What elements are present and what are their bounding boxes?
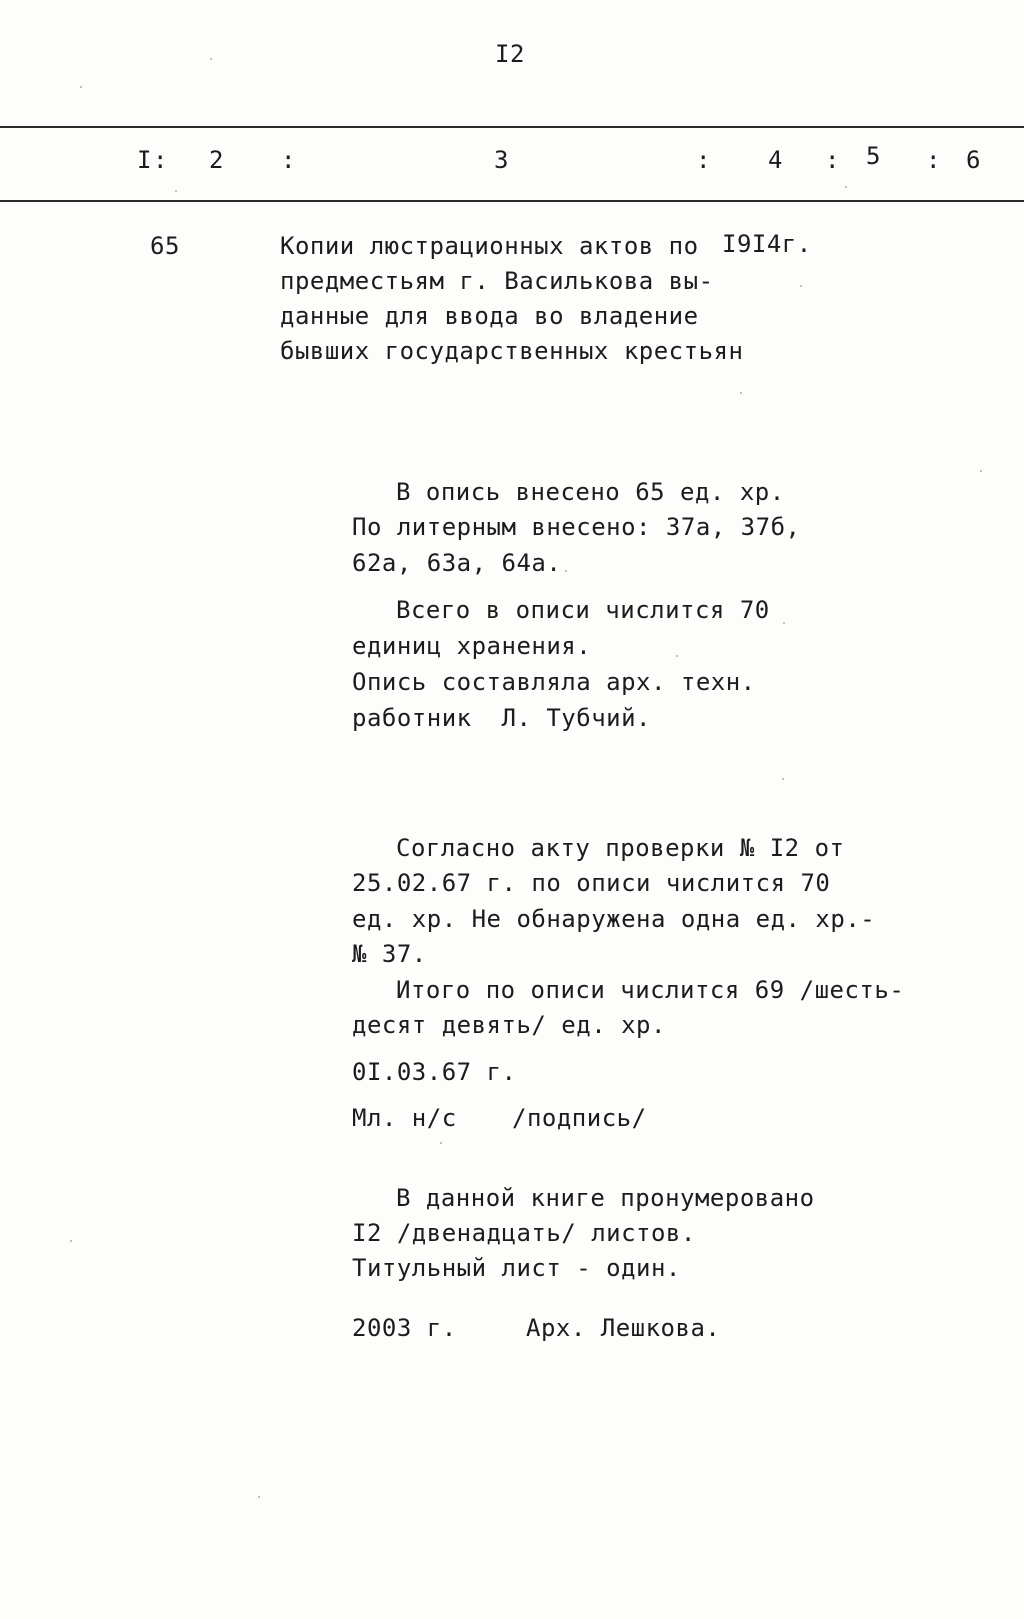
summary-line: 62а, 63а, 64а.: [352, 549, 562, 577]
signature-placeholder: /подпись/: [512, 1104, 647, 1132]
entry-number: 65: [150, 232, 180, 260]
column-5-label: 5: [866, 142, 881, 170]
scan-speck: [258, 1496, 260, 1498]
archivist-name: Арх. Лешкова.: [526, 1314, 721, 1342]
verification-line: ед. хр. Не обнаружена одна ед. хр.-: [352, 905, 876, 933]
column-2-label: 2: [209, 146, 224, 174]
verification-date: 0I.03.67 г.: [352, 1058, 517, 1086]
summary-line: По литерным внесено: 37а, 37б,: [352, 513, 801, 541]
column-6-label: 6: [966, 146, 981, 174]
scan-speck: [800, 285, 802, 287]
scan-speck: [440, 1142, 442, 1144]
scan-speck: [210, 58, 212, 60]
column-separator: :: [153, 146, 168, 174]
certification-line: В данной книге пронумеровано: [396, 1184, 815, 1212]
entry-title-line: предместьям г. Василькова вы-: [280, 267, 714, 295]
summary-line: Всего в описи числится 70: [396, 596, 770, 624]
scan-speck: [740, 392, 742, 394]
entry-title-line: бывших государственных крестьян: [280, 337, 744, 365]
scan-speck: [565, 570, 567, 572]
verification-line: Итого по описи числится 69 /шесть-: [396, 976, 905, 1004]
scan-speck: [70, 1240, 72, 1242]
entry-title-line: данные для ввода во владение: [280, 302, 699, 330]
page-number: I2: [495, 40, 525, 68]
summary-line: работник Л. Тубчий.: [352, 704, 651, 732]
header-top-rule: [0, 126, 1024, 128]
scan-speck: [782, 778, 784, 780]
certification-year: 2003 г.: [352, 1314, 457, 1342]
column-4-label: 4: [768, 146, 783, 174]
column-separator: :: [696, 146, 711, 174]
certification-line: I2 /двенадцать/ листов.: [352, 1219, 696, 1247]
signer-title: Мл. н/с: [352, 1104, 457, 1132]
verification-line: десят девять/ ед. хр.: [352, 1011, 666, 1039]
column-3-label: 3: [494, 146, 509, 174]
scan-speck: [980, 470, 982, 472]
scan-speck: [845, 186, 847, 188]
scan-speck: [175, 190, 177, 192]
header-bottom-rule: [0, 200, 1024, 202]
verification-line: № 37.: [352, 940, 427, 968]
entry-year: I9I4г.: [722, 230, 812, 258]
scan-speck: [783, 622, 785, 624]
column-separator: :: [281, 146, 296, 174]
column-separator: :: [926, 146, 941, 174]
column-separator: :: [825, 146, 840, 174]
scan-speck: [676, 655, 678, 657]
scan-speck: [80, 86, 82, 88]
summary-line: Опись составляла арх. техн.: [352, 668, 756, 696]
entry-title-line: Копии люстрационных актов по: [280, 232, 699, 260]
verification-line: 25.02.67 г. по описи числится 70: [352, 869, 831, 897]
summary-line: В опись внесено 65 ед. хр.: [396, 478, 785, 506]
certification-line: Титульный лист - один.: [352, 1254, 681, 1282]
verification-line: Согласно акту проверки № I2 от: [396, 834, 845, 862]
summary-line: единиц хранения.: [352, 632, 592, 660]
column-1-label: I: [137, 146, 152, 174]
